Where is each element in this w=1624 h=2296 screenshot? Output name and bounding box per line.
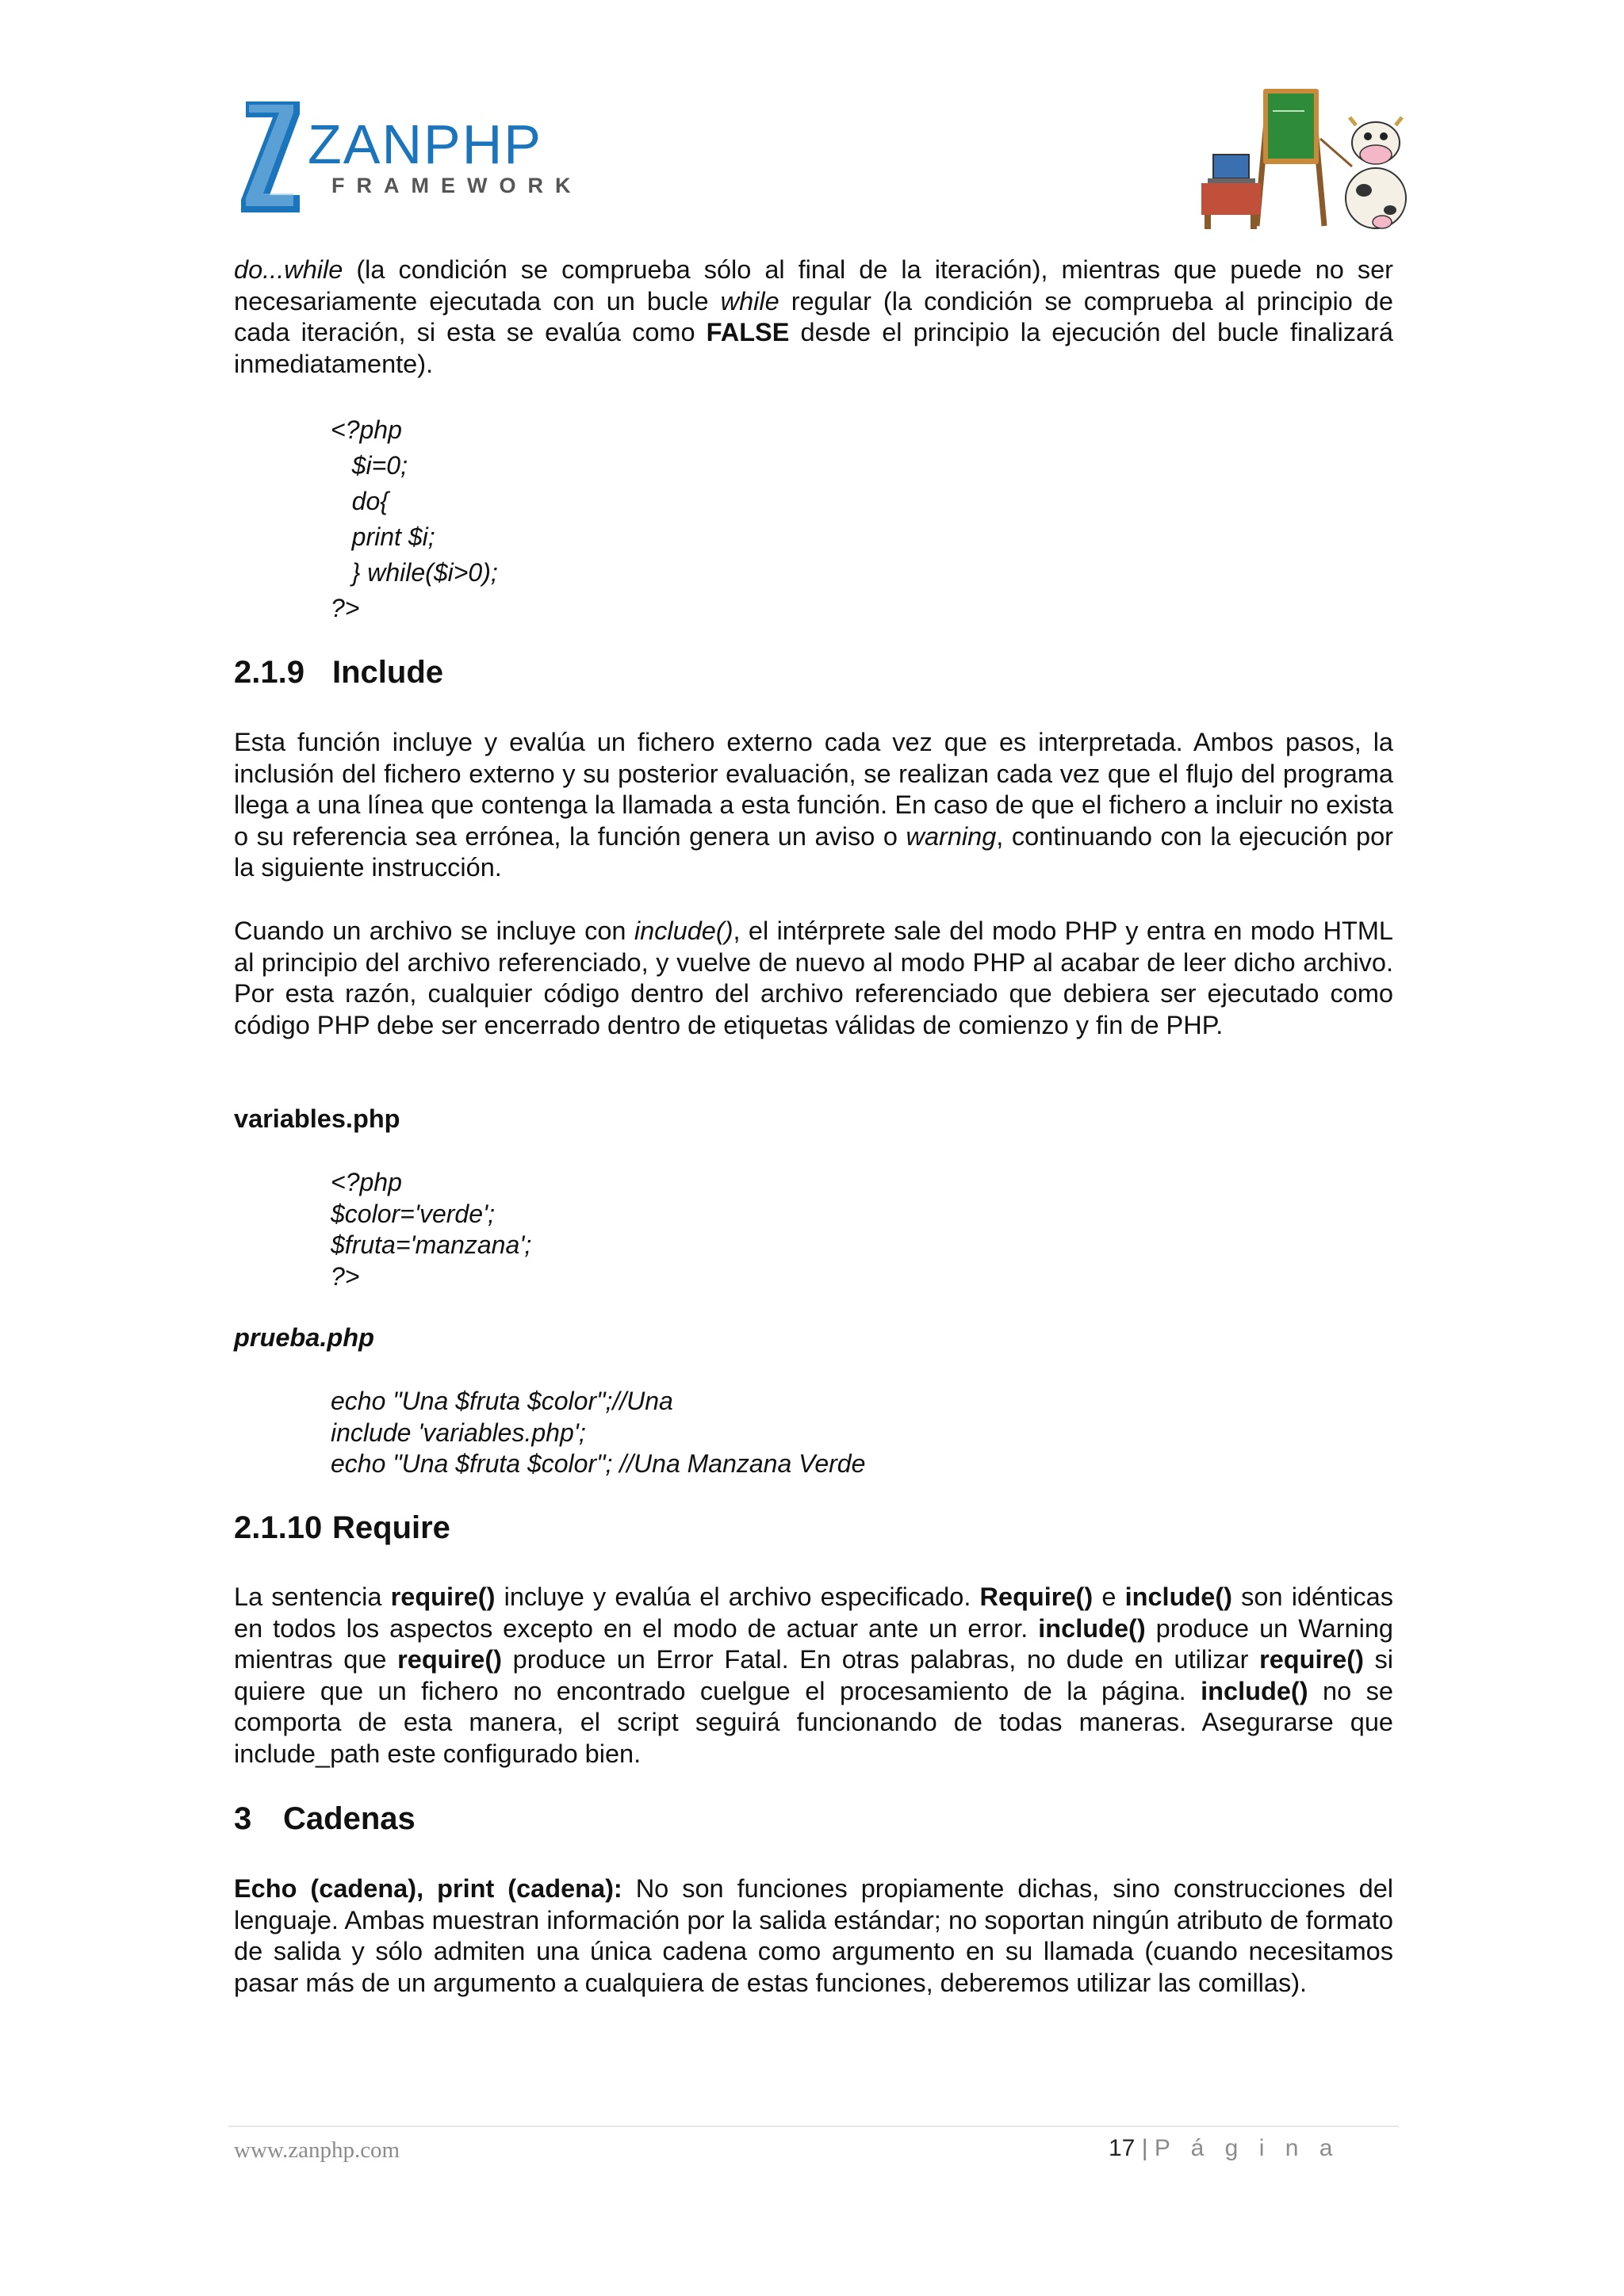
code-line: print $i; (331, 522, 435, 551)
code-line: } while($i>0); (331, 558, 498, 587)
include-paragraph-1 (234, 727, 1393, 884)
heading-title: Include (332, 655, 444, 690)
file-label-variables: variables.php (234, 1104, 400, 1133)
emphasis: while (720, 286, 779, 316)
code-block-variables (331, 1167, 531, 1292)
heading-3 (234, 1801, 416, 1837)
code-block-prueba (331, 1386, 865, 1480)
text-run: (la condición se comprueba sólo al final de la iteración), mientras que puede no ser necesariamente ejecutada con un bucle (234, 255, 1393, 316)
heading-number: 2.1.10 (234, 1510, 323, 1545)
text-run: si quiere que un fichero no encontrado cuelgue el procesamiento de la página. (234, 1645, 1394, 1705)
laptop-icon (1201, 155, 1261, 229)
text-run: No son funciones propiamente dichas, sino construcciones del lenguaje. Ambas muestran información por la salida estándar; no soportan ningún atributo de formato de salida y sólo admiten una única cadena como argumento en su llamada (cuando necesitamos pasar más de un argumento a cualquiera de estas funciones, deberemos utilizar las comillas). (234, 1874, 1393, 1997)
strong-text: Require() (979, 1582, 1094, 1611)
emphasis: include() (634, 916, 733, 945)
file-label-prueba: prueba.php (234, 1323, 374, 1352)
footer-url: www.zanphp.com (234, 2137, 400, 2163)
text-run: son idénticas en todos los aspectos excepto en el modo de actuar ante un error. (234, 1582, 1394, 1643)
code-line: <?php (331, 415, 402, 444)
code-line: ?> (331, 594, 360, 622)
strong-text: include() (1038, 1613, 1146, 1643)
footer-divider (228, 2126, 1399, 2127)
code-line: $fruta='manzana'; (331, 1230, 532, 1259)
text-run: , continuando con la ejecución por la siguiente instrucción. (234, 821, 1393, 882)
code-line: ?> (331, 1261, 360, 1291)
page-word: P á g i n a (1154, 2135, 1340, 2161)
text-run: Esta función incluye y evalúa un fichero externo cada vez que es interpretada. Ambos pasos, la inclusión del fichero externo y su posterior evaluación, se realizan cada vez que el flujo del programa llega a una línea que contenga la llamada a esta función. En caso de que el fichero a incluir no exista o su referencia sea errónea, la función genera un aviso o (234, 728, 1393, 851)
mascot-illustration (1193, 79, 1423, 234)
code-line: include 'variables.php'; (331, 1418, 586, 1447)
strong-text: require() (397, 1645, 502, 1674)
text-run: , el intérprete sale del modo PHP y entra en modo HTML al principio del archivo referenciado, y vuelve de nuevo al modo PHP al acabar de leer dicho archivo. Por esta razón, cualquier código dentro del archivo referenciado que debiera ser ejecutado como código PHP debe ser encerrado dentro de etiquetas válidas de comienzo y fin de PHP. (234, 916, 1393, 1039)
page-separator: | (1141, 2135, 1148, 2161)
emphasis: do...while (234, 255, 343, 284)
heading-number: 3 (234, 1801, 252, 1836)
paragraph (234, 1582, 1393, 1770)
text-run: desde el principio la ejecución del bucle finalizará inmediatamente). (234, 318, 1394, 378)
intro-paragraph (234, 254, 1393, 380)
text-run: produce un Warning mientras que (234, 1613, 1393, 1674)
text-run: La sentencia (234, 1582, 391, 1611)
strong-text: FALSE (706, 318, 790, 346)
heading-2-1-10 (234, 1510, 450, 1546)
intro-section (234, 254, 1393, 380)
heading-number: 2.1.9 (234, 655, 304, 690)
code-block-do-while (331, 412, 498, 626)
code-line: <?php (331, 1168, 402, 1196)
paragraph (234, 727, 1393, 884)
footer-page-number (1109, 2135, 1339, 2162)
cadenas-paragraph (234, 1873, 1393, 1999)
text-run: incluye y evalúa el archivo especificado. (495, 1582, 980, 1611)
code-line: echo "Una $fruta $color"; //Una Manzana Verde (331, 1449, 866, 1478)
paragraph (234, 1873, 1393, 1999)
heading-2-1-9 (234, 655, 443, 691)
easel-icon (1257, 89, 1324, 226)
heading-title: Cadenas (283, 1801, 416, 1836)
strong-text: require() (1259, 1645, 1364, 1674)
require-paragraph (234, 1582, 1393, 1770)
code-line: do{ (331, 487, 389, 515)
heading-title: Require (332, 1510, 450, 1545)
text-run: e (1093, 1582, 1125, 1611)
cow-mascot-icon (1320, 117, 1406, 228)
include-paragraph-2 (234, 916, 1393, 1041)
emphasis: warning (906, 821, 997, 851)
text-run: no se comporta de esta manera, el script seguirá funcionando de todas maneras. Asegurarse que include_path este configurado bien. (234, 1676, 1393, 1768)
text-run: produce un Error Fatal. En otras palabras, no dude en utilizar (501, 1645, 1260, 1674)
z-mark-icon (241, 101, 300, 212)
logo-subtitle: FRAMEWORK (331, 174, 583, 197)
strong-text: include() (1124, 1582, 1233, 1611)
code-line: $color='verde'; (331, 1199, 495, 1228)
zanphp-logo (238, 101, 583, 216)
code-line: echo "Una $fruta $color";//Una (331, 1387, 673, 1415)
code-line: $i=0; (331, 451, 408, 480)
strong-text: Echo (cadena), print (cadena): (234, 1874, 622, 1903)
strong-text: include() (1201, 1676, 1308, 1705)
page-number: 17 (1109, 2135, 1136, 2161)
text-run: regular (la condición se comprueba al principio de cada iteración, si esta se evalúa como (234, 286, 1393, 346)
text-run: Cuando un archivo se incluye con (234, 916, 634, 945)
logo-word: ZANPHP (308, 113, 542, 175)
paragraph (234, 916, 1393, 1041)
strong-text: require() (390, 1582, 496, 1611)
